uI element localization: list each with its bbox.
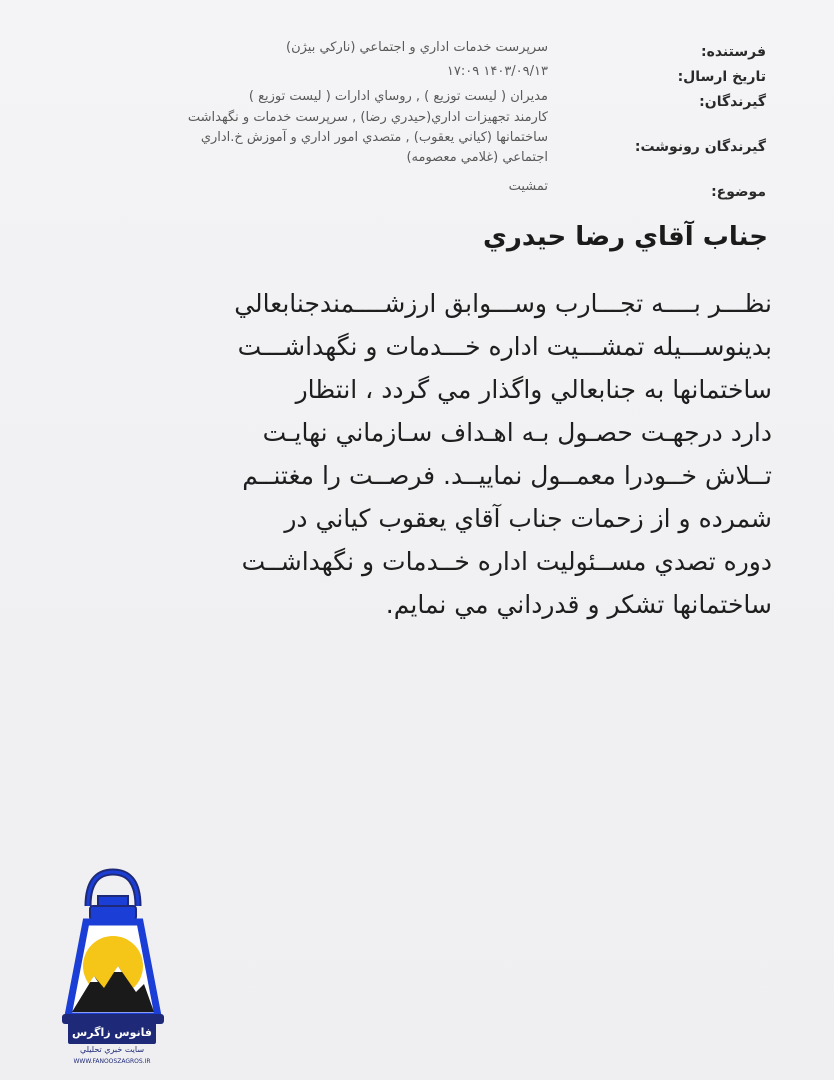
- cc-line: کارمند تجهيزات اداري(حيدري رضا) , سرپرست خدمات و نگهداشت: [187, 110, 548, 125]
- sender-label: فرستنده:: [700, 44, 766, 60]
- recipients-value: [78, 87, 548, 107]
- sender-value: [78, 38, 548, 58]
- brand-tagline: سايت خبري تحليلي: [79, 1045, 145, 1054]
- brand-url: WWW.FANOOSZAGROS.IR: [73, 1058, 151, 1065]
- body-line: بدينوســـيله تمشـــيت اداره خـــدمات و نگهداشـــت: [237, 332, 772, 361]
- body-line: نظـــر بــــه تجـــارب وســـوابق ارزشــــمندجنابعالي: [234, 289, 772, 318]
- body-line: تــلاش خــودرا معمــول نماييــد. فرصــت را مغتنــم: [242, 461, 772, 490]
- cc-recipients-value: [78, 108, 548, 168]
- body-line: ساختمانها به جنابعالي واگذار مي گردد ، انتظار: [295, 375, 772, 404]
- cc-line: ساختمانها (کياني يعقوب) , متصدي امور اداري و آموزش خ.اداري: [200, 130, 548, 145]
- cc-line: اجتماعي (غلامي معصومه): [406, 150, 548, 165]
- send-date-value: [78, 62, 548, 82]
- body-line: ساختمانها تشکر و قدرداني مي نمايم.: [385, 590, 772, 619]
- send-date-value-text: ۱۴۰۳/۰۹/۱۳ ۱۷:۰۹: [446, 64, 548, 79]
- body-line: دارد درجهـت حصـول بـه اهـداف سـازماني نهايـت: [262, 418, 772, 447]
- body-line: دوره تصدي مســئوليت اداره خــدمات و نگهداشــت: [241, 547, 772, 576]
- letter-greeting: جناب آقاي رضا حيدري: [483, 222, 768, 252]
- subject-value: [78, 177, 548, 197]
- subject-label: موضوع:: [711, 184, 766, 200]
- sender-value-text: سرپرست خدمات اداري و اجتماعي (نارکي بيژن): [286, 40, 548, 55]
- send-date-label: تاريخ ارسال:: [677, 69, 766, 85]
- recipients-label: گيرندگان:: [699, 94, 766, 110]
- body-line: شمرده و از زحمات جناب آقاي يعقوب کياني در: [284, 504, 772, 533]
- brand-name: فانوس زاگرس: [68, 1022, 156, 1044]
- cc-recipients-label: گيرندگان رونوشت:: [634, 139, 766, 155]
- letter-body: [52, 282, 772, 626]
- recipients-value-text: مديران ( ليست توزيع ) , روساي ادارات ( ليست توزيع ): [248, 89, 548, 104]
- subject-value-text: تمشيت: [508, 179, 548, 194]
